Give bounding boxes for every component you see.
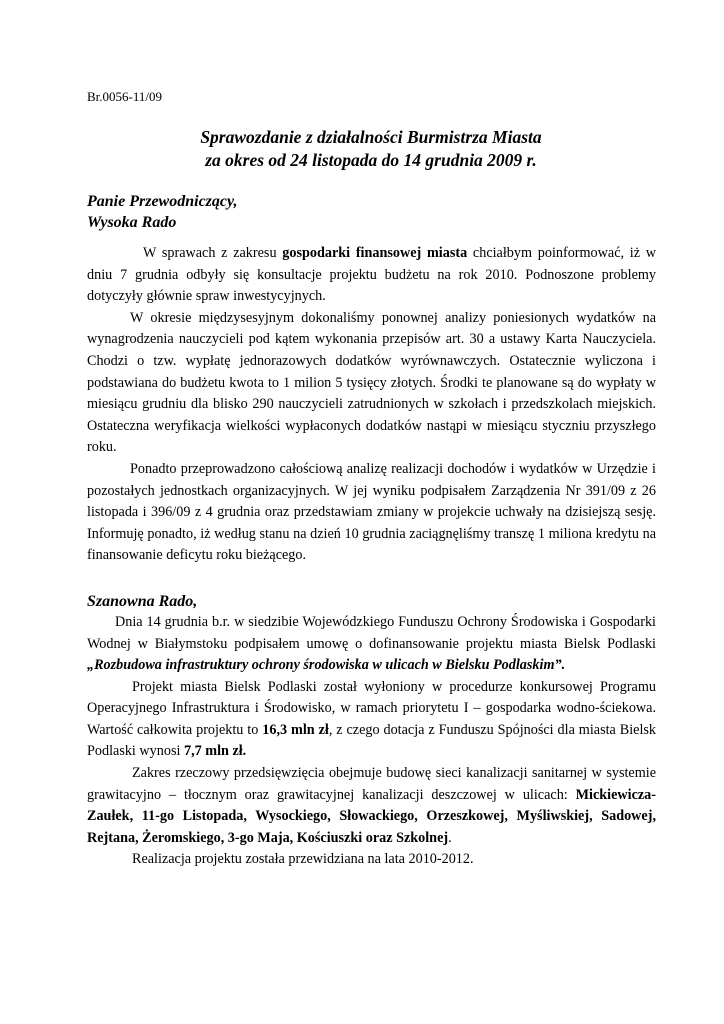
paragraph-project-value bbox=[87, 677, 656, 763]
title-line-2: za okres od 24 listopada do 14 grudnia 2009 r. bbox=[205, 150, 537, 170]
text-segment: . bbox=[448, 829, 452, 846]
bold-segment: gospodarki finansowej miasta bbox=[282, 245, 468, 261]
report-body bbox=[87, 243, 656, 871]
street-list: Mickiewicza-Zaułek, 11-go Listopada, Wysockiego, Słowackiego, Orzeszkowej, Myśliwskiej, Sadowej, Rejtana, Żeromskiego, 3-go Maja, Kościuszki oraz Szkolnej bbox=[87, 786, 656, 846]
text-segment: Dnia 14 grudnia b.r. w siedzibie Wojewódzkiego Funduszu Ochrony Środowiska i Gospodarki Wodnej w Białymstoku podpisałem umowę o dofinansowanie projektu miasta Bielsk Podlaski bbox=[87, 613, 656, 652]
greeting-line-1: Panie Przewodniczący, bbox=[87, 193, 238, 210]
grant-value: 7,7 mln zł. bbox=[183, 743, 247, 760]
text-segment: W sprawach z zakresu bbox=[143, 245, 283, 261]
text-segment: Zakres rzeczowy przedsięwzięcia obejmuje budowę sieci kanalizacji sanitarnej w systemie grawitacyjno – tłocznym oraz grawitacyjnej kanalizacji deszczowej w ulicach: bbox=[87, 765, 656, 803]
text-segment: , z czego dotacja z Funduszu Spójności dla miasta Bielsk Podlaski wynosi bbox=[87, 721, 656, 760]
reference-number: Br.0056-11/09 bbox=[87, 89, 162, 104]
greeting bbox=[87, 191, 238, 233]
document-title bbox=[87, 126, 655, 172]
greeting-line-2: Wysoka Rado bbox=[87, 214, 177, 231]
paragraph-finance bbox=[87, 243, 656, 308]
section-heading: Szanowna Rado, bbox=[87, 592, 198, 610]
title-line-1: Sprawozdanie z działalności Burmistrza Miasta bbox=[200, 127, 542, 147]
total-value: 16,3 mln zł bbox=[262, 721, 329, 738]
project-name: „Rozbudowa infrastruktury ochrony środowiska w ulicach w Bielsku Podlaskim”. bbox=[87, 657, 566, 674]
paragraph-agreement bbox=[87, 612, 656, 677]
paragraph-teachers: W okresie międzysesyjnym dokonaliśmy ponownej analizy poniesionych wydatków na wynagrodzenia nauczycieli pod kątem wykonania przepisów art. 30 a ustawy Karta Nauczyciela. Chodzi o tzw. wypłatę jednorazowych dodatków wyrównawczych. Ostatecznie wyliczona i podstawiana do budżetu kwota to 1 milion 5 tysięcy złotych. Środki te planowane są do wypłaty w miesiącu grudniu dla blisko 290 nauczycieli zatrudnionych w szkołach i przedszkolach miejskich. Ostateczna weryfikacja wielkości wypłaconych dodatków nastąpi w miesiącu styczniu przyszłego roku. bbox=[87, 309, 656, 456]
paragraph-timeline: Realizacja projektu została przewidziana na lata 2010-2012. bbox=[132, 851, 474, 868]
text-segment: chciałbym poinformować, iż w dniu 7 grudnia odbyły się konsultacje projektu budżetu na rok 2010. Podnoszone problemy dotyczyły głównie spraw inwestycyjnych. bbox=[87, 245, 656, 305]
paragraph-analysis: Ponadto przeprowadzono całościową analizę realizacji dochodów i wydatków w Urzędzie i pozostałych jednostkach organizacyjnych. W jej wyniku podpisałem Zarządzenia Nr 391/09 z 26 listopada i 396/09 z 4 grudnia oraz przedstawiam zmiany w projekcie uchwały na dzisiejszą sesję. Informuję ponadto, iż według stanu na dzień 10 grudnia zaciągnęliśmy transzę 1 miliona kredytu na finansowanie deficytu roku bieżącego. bbox=[87, 460, 656, 564]
text-segment: Projekt miasta Bielsk Podlaski został wyłoniony w procedurze konkursowej Programu Operacyjnego Infrastruktura i Środowisko, w ramach priorytetu I – gospodarka wodno-ściekowa. Wartość całkowita projektu to bbox=[87, 678, 656, 738]
paragraph-scope bbox=[87, 763, 656, 849]
